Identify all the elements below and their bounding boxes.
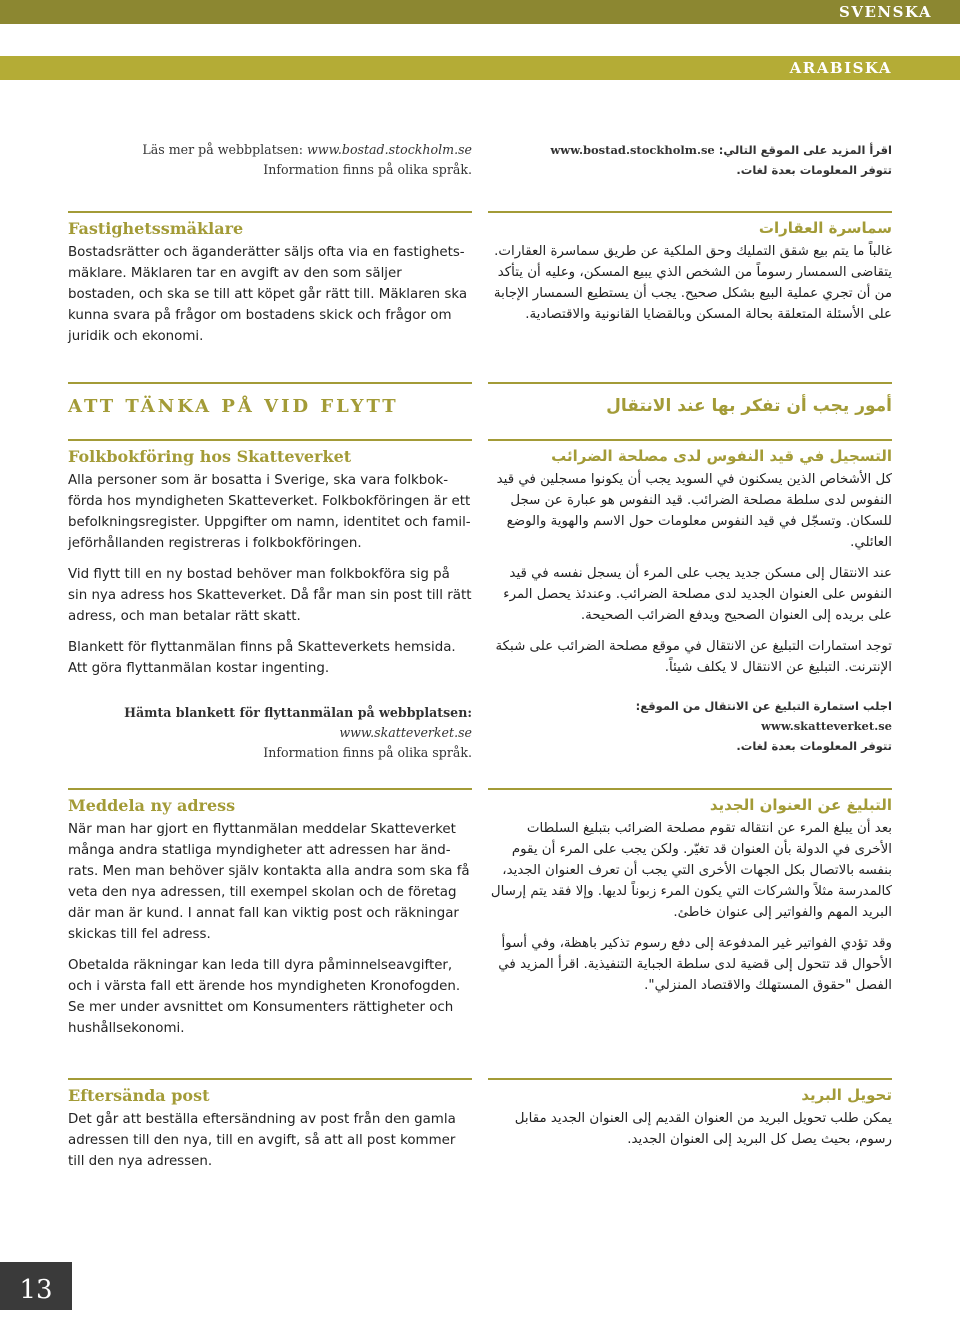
moving-heading-sv-block [68,382,472,417]
registration-ar-p1: كل الأشخاص الذين يسكنون في السويد يجب أن يكونوا مسجلين في قيد النفوس لدى سلطة مصلحة الضرائب. قيد النفوس هو عبارة عن سجل للسكان. وتسجّل في قيد النفوس معلومات حول الاسم والهوية والوضع العائلي. [496,472,892,550]
address-sv [68,788,472,1049]
divider [68,439,472,441]
intro-sv-prefix: Läs mer på webbplatsen: [142,142,308,157]
forwarding-sv-p1: Det går att beställa eftersändning av post från den gamla adressen till den nya, till en avgift, så att all post kommer till den nya adressen. [68,1112,456,1169]
forwarding-ar-title: تحويل البريد [801,1086,892,1104]
divider [488,439,892,441]
registration-sv-p2: Vid flytt till en ny bostad behöver man folkbokföra sig på sin nya adress hos Skatteverket. Då får man sin post till rätt adress, och man betalar rätt skatt. [68,567,472,624]
intro-sv-info: Information finns på olika språk. [263,162,472,177]
registration-ar-p3: توجد استمارات التبليغ عن الانتقال في موقع مصلحة الضرائب على شبكة الإنترنت. التبليغ عن الانتقال لا يكلف شيئاً. [495,639,892,675]
broker-sv-title: Fastighetssmäklare [68,219,244,238]
forwarding-sv-title: Eftersända post [68,1086,210,1105]
registration-ar-title: التسجيل في قيد النفوس لدى مصلحة الضرائب [551,447,892,465]
address-sv-title: Meddela ny adress [68,796,236,815]
page-number: 13 [0,1262,72,1310]
address-ar-p2: وقد تؤدي الفواتير غير المدفوعة إلى دفع رسوم تذكير باهظة، وفي أسوأ الأحوال قد تتحول إلى قضية لدى سلطة الجباية التنفيذية. اقرأ المزيد في الفصل "حقوق المستهلك والاقتصاد المنزلي". [498,936,892,993]
language-label-swedish: SVENSKA [838,3,932,21]
moving-heading-ar: أمور يجب أن تفكر بها عند الانتقال [606,396,892,416]
moving-heading-sv: ATT TÄNKA PÅ VID FLYTT [68,396,399,417]
broker-sv-text: Bostadsrätter och äganderätter säljs ofta via en fastighets-mäklare. Mäklaren tar en avgift av den som säljer bostaden, och ska se till att köpet går rätt till. Mäklaren ska kunna svara på frågor om bostadens skick och frågor om juridik och ekonomi. [68,245,468,344]
forwarding-ar-p1: يمكن طلب تحويل البريد من العنوان القديم إلى العنوان الجديد مقابل رسوم، بحيث يصل كل البريد إلى العنوان الجديد. [514,1111,892,1147]
registration-sv-p1: Alla personer som är bosatta i Sverige, ska vara folkbok-förda hos myndigheten Skatteverket. Folkbokföringen är ett befolkningsregister. Uppgifter om namn, identitet och famil-jeförhållanden registreras i folkbokföringen. [68,473,471,551]
registration-sv-p3: Blankett för flyttanmälan finns på Skatteverkets hemsida. Att göra flyttanmälan kostar ingenting. [68,640,456,676]
forwarding-ar [488,1078,892,1160]
address-sv-p1: När man har gjort en flyttanmälan meddelar Skatteverket många andra statliga myndigheter att adressen har änd-rats. Men man behöver själv kontakta alla andra som ska få veta den nya adressen, till exempel skolan och de företag där man är kund. I annat fall kan viktig post och räkningar skickas till fel adress. [68,822,470,942]
divider [68,382,472,384]
forwarding-sv [68,1078,472,1182]
registration-ar-ref-info: تتوفر المعلومات بعدة لغات. [736,739,892,753]
intro-ar [488,140,892,180]
language-bar-primary [0,0,960,24]
registration-sv-ref-label: Hämta blankett för flyttanmälan på webbplatsen: [124,705,472,720]
registration-ar-p2: عند الانتقال إلى مسكن جديد يجب على المرء أن يسجل نفسه في قيد النفوس على العنوان الجديد لدى مصلحة الضرائب. وعندئذ يحصل المرء على بريده إلى العنوان الصحيح ويدفع الضرائب الصحيحة. [503,566,892,623]
moving-heading-ar-block [488,382,892,416]
broker-ar-title: سماسرة العقارات [758,219,892,237]
registration-ar-ref-url[interactable]: www.skatteverket.se [761,719,892,733]
broker-ar-text: غالباً ما يتم بيع شقق التمليك وحق الملكية عن طريق سماسرة العقارات. يتقاضى السمسار رسوماً من الشخص الذي يبيع المسكن، وعليه أن يتأكد من أن تجري عملية البيع بشكل صحيح. يجب أن يستطيع السمسار الإجابة على الأسئلة المتعلقة بحالة المسكن وبالقضايا القانونية والاقتصادية. [493,244,892,322]
intro-ar-info: تتوفر المعلومات بعدة لغات. [736,163,892,177]
broker-ar [488,211,892,335]
registration-sv-ref-info: Information finns på olika språk. [263,745,472,760]
intro-ar-url[interactable]: www.bostad.stockholm.se [550,143,715,157]
divider [488,1078,892,1080]
address-ar [488,788,892,1006]
intro-sv [68,140,472,180]
registration-sv-ref-url[interactable]: www.skatteverket.se [339,725,472,740]
registration-sv-title: Folkbokföring hos Skatteverket [68,447,352,466]
intro-sv-url[interactable]: www.bostad.stockholm.se [307,142,472,157]
address-sv-p2: Obetalda räkningar kan leda till dyra påminnelseavgifter, och i värsta fall ett ärende hos myndigheten Kronofogden. Se mer under avsnittet om Konsumenters rättigheter och hushållsekonomi. [68,958,461,1036]
divider [488,788,892,790]
broker-sv [68,211,472,357]
registration-sv [68,439,472,763]
divider [68,788,472,790]
language-label-arabic: ARABISKA [789,59,892,77]
divider [68,1078,472,1080]
address-ar-title: التبليغ عن العنوان الجديد [709,796,892,814]
address-ar-p1: بعد أن يبلغ المرء عن انتقاله تقوم مصلحة الضرائب بتبليغ السلطات الأخرى في الدولة بأن العنوان قد تغيّر. ولكن يجب على المرء أن يقوم بنفسه بالاتصال بكل الجهات الأخرى التي يجب أن تعرف العنوان الجديد، كالمدرسة مثلاً والشركات التي يكون المرء زبوناً لديها. وإلا فقد يتم إرسال البريد المهم والفواتير إلى عنوان خاطئ. [490,821,892,920]
registration-ar-ref-label: اجلب استمارة التبليغ عن الانتقال من الموقع: [635,699,892,713]
divider [68,211,472,213]
divider [488,382,892,384]
divider [488,211,892,213]
intro-ar-prefix: اقرأ المزيد على الموقع التالي: [714,143,892,157]
registration-ar [488,439,892,756]
language-bar-secondary [0,56,960,80]
